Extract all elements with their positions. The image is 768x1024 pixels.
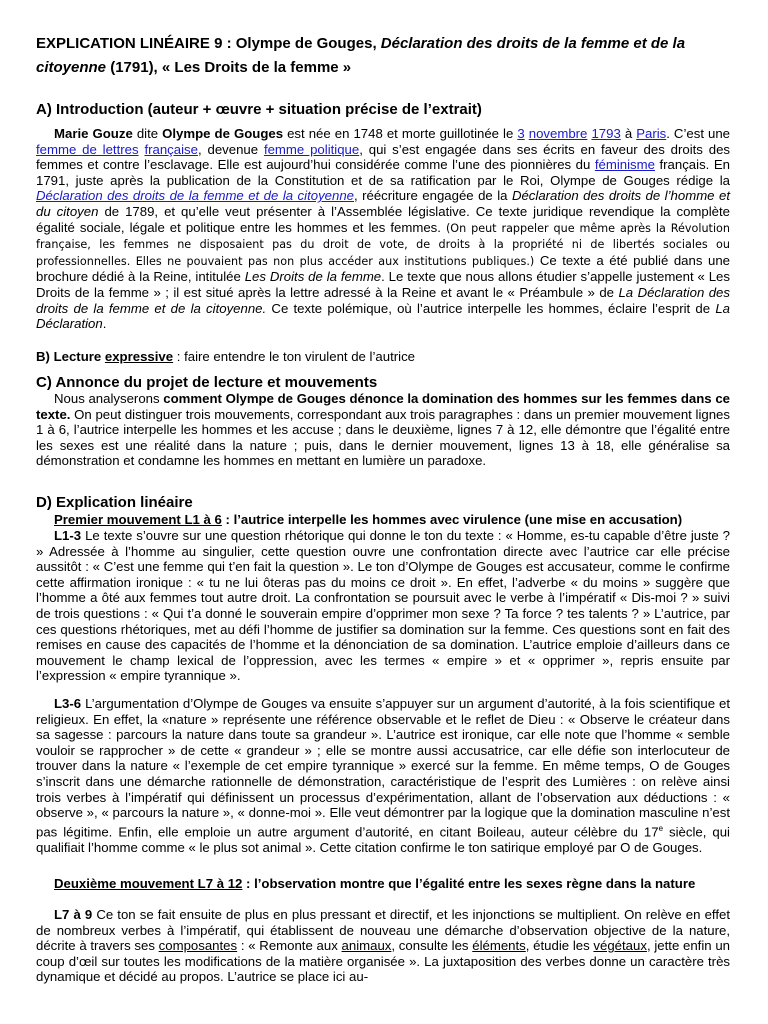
analysis-l7-9: L7 à 9 Ce ton se fait ensuite de plus en plus pressant et directif, et les injonctions se multiplient. On relève en effet de nombreux verbes à l’impératif, qui établissent de nouveau une démarche d’observation objective de la nature, décrite à travers ses composantes : « Remonte aux animaux, consulte les éléments, étudie les végétaux, jette enfin un coup d’œil sur toutes les modifications de la matière organisée ». La juxtaposition des verbes donne un caractère très dynamique et décidé au propos. L’autrice se place ici au- <box>36 907 731 985</box>
title-tail: (1791), « Les Droits de la femme » <box>106 59 352 76</box>
section-d-heading: D) Explication linéaire <box>36 494 193 511</box>
link-femme-de-lettres[interactable]: femme de lettres <box>36 141 139 157</box>
link-paris[interactable]: Paris <box>636 126 667 141</box>
author-pen-name: Olympe de Gouges <box>162 126 284 141</box>
author-birth-name: Marie Gouze <box>54 126 133 141</box>
analysis-l1-3: L1-3 Le texte s’ouvre sur une question rhétorique qui donne le ton du texte : « Homme, es-tu capable d’être juste ? » Adressée à l’homme au singulier, cette question ouvre une confrontation directe avec l’autrice car elle précise aussitôt : « C’est une femme qui t’en fait la question ». Le ton d’Olympe de Gouges est accusateur, comme le confirme cette affirmation ironique : « tu ne lui ôteras pas du moins ce droit ». En effet, l’adverbe « du moins » suggère que l’homme a ôté aux femmes tout autre droit. La confrontation se poursuit avec le verbe à l’impératif « Dis-moi ? » suivi de trois questions : « Qui t’a donné le souverain empire d’opprimer mon sexe ? Ta force ? tes talents ? » L’autrice, par ces questions rhétoriques, met au défi l’homme de justifier sa domination sur la femme. Ces questions sont en fait des remises en cause des capacités de l’homme et la dénonciation de sa domination. L’autrice emploie d’ailleurs dans ce mouvement le champ lexical de l’oppression, avec les termes « empire » et « opprimer », repris ensuite par l’expression « empire tyrannique ». <box>36 528 730 684</box>
link-femme-politique[interactable]: femme politique <box>263 141 360 157</box>
section-c-paragraph: Nous analyserons comment Olympe de Gouges dénonce la domination des hommes sur les femmes dans ce texte. On peut distinguer trois mouvements, correspondant aux trois paragraphes : dans un premier mouvement lignes 1 à 6, l’autrice interpelle les hommes et les accuse ; dans le deuxième, lignes 7 à 12, elle démontre que l’égalité entre les sexes est une réalité dans la nature ; puis, dans le dernier mouvement, lignes 13 à 18, elle généralise sa démonstration et condamne les hommes en mettant en lumière un paradoxe. <box>36 391 730 469</box>
link-year[interactable]: 1793 <box>591 126 621 141</box>
link-francaise[interactable]: française <box>144 141 198 157</box>
document-title <box>36 32 732 80</box>
movement-1-heading: Premier mouvement L1 à 6 : l’autrice interpelle les hommes avec virulence (une mise en accusation) <box>54 512 683 527</box>
movement-2-heading: Deuxième mouvement L7 à 12 : l’observation montre que l’égalité entre les sexes règne dans la nature <box>54 876 696 891</box>
link-month[interactable]: novembre <box>528 126 588 141</box>
title-work: Déclaration des droits de la femme et de la citoyenne <box>36 35 686 76</box>
line-ref-l1-3: L1-3 <box>54 528 82 543</box>
line-ref-l3-6: L3-6 <box>54 696 82 711</box>
section-a-paragraph: Marie Gouze dite Olympe de Gouges est née en 1748 et morte guillotinée le 3 novembre 1793 à Paris. C’est une femme de lettres française, devenue femme politique, qui s’est engagée dans ses écrits en faveur des droits des femmes et contre l’esclavage. Elle est aujourd’hui considérée comme l’une des pionnières du féminisme français. En 1791, juste après la publication de la Constitution et de sa ratification par le Roi, Olympe de Gouges rédige la Déclaration des droits de la femme et de la citoyenne, réécriture engagée de la Déclaration des droits de l’homme et du citoyen de 1789, et qu’elle veut présenter à l’Assemblée législative. Ce texte juridique revendique la complète égalité sociale, légale et politique entre les hommes et les femmes. (On peut rappeler que même après la Révolution française, les femmes ne disposaient pas du droit de vote, de droits à la propriété ni de libertés sociales ou professionnelles. Elles ne pouvaient pas non plus accéder aux institutions publiques.) Ce texte a été publié dans une brochure dédié à la Reine, intitulée Les Droits de la femme. Le texte que nous allons étudier s’appelle justement « Les Droits de la femme » ; il est situé après la lettre adressé à la Reine et avant le « Préambule » de La Déclaration des droits de la femme et de la citoyenne. Ce texte polémique, où l’autrice interpelle les hommes, éclaire l’esprit de La Déclaration. <box>36 126 731 332</box>
section-a-heading: A) Introduction (auteur + œuvre + situation précise de l’extrait) <box>36 101 482 118</box>
line-ref-l7-9: L7 à 9 <box>54 907 93 922</box>
analysis-l3-6: L3-6 L’argumentation d’Olympe de Gouges va ensuite s’appuyer sur un argument d’autorité, à la fois scientifique et religieux. En effet, la «nature » représente une référence observable et le reflet de Dieu : « Observe le créateur dans sa sagesse : parcours la nature dans toute sa grandeur ». L’autrice est ironique, car elle note que l’homme « semble vouloir se rapprocher » de cette « grandeur » ; elle se montre aussi accusatrice, car elle défie son interlocuteur de trouver dans la nature « l’exemple de cet empire tyrannique » exercé sur la femme. En même temps, O de Gouges s’inscrit dans une démarche rationnelle de démonstration, caractéristique de l’esprit des Lumières : on relève ainsi trois verbes à l’impératif qui définissent un processus d’expérimentation, allant de l’observation aux déductions : « observe », « parcours la nature », « donne-moi ». Elle veut démontrer par la logique que la domination masculine n’est pas légitime. Enfin, elle emploie un autre argument d’autorité, en citant Boileau, auteur célèbre du 17e siècle, qui qualifiait l’homme comme « le plus sot animal ». Cette citation confirme le ton satirique employé par O de Gouges. <box>36 696 730 855</box>
section-c-heading: C) Annonce du projet de lecture et mouvements <box>36 374 378 391</box>
section-b-line: B) Lecture expressive : faire entendre le ton virulent de l’autrice <box>36 349 416 364</box>
problematic: comment Olympe de Gouges dénonce la domination des hommes sur les femmes dans ce texte. <box>36 391 730 422</box>
historical-note: (On peut rappeler que même après la Révolution française, les femmes ne disposaient pas du droit de vote, de droits à la propriété ni de libertés sociales ou professionnelles. Elles ne pouvaient pas non plus accéder aux institutions publiques.) <box>36 221 730 268</box>
link-feminisme[interactable]: féminisme <box>594 157 655 173</box>
title-lead: EXPLICATION LINÉAIRE 9 : Olympe de Gouges, <box>36 35 381 52</box>
section-b-label: B) Lecture <box>36 349 105 364</box>
link-declaration[interactable]: Déclaration des droits de la femme et de la citoyenne <box>36 188 354 204</box>
link-day[interactable]: 3 <box>517 126 525 141</box>
